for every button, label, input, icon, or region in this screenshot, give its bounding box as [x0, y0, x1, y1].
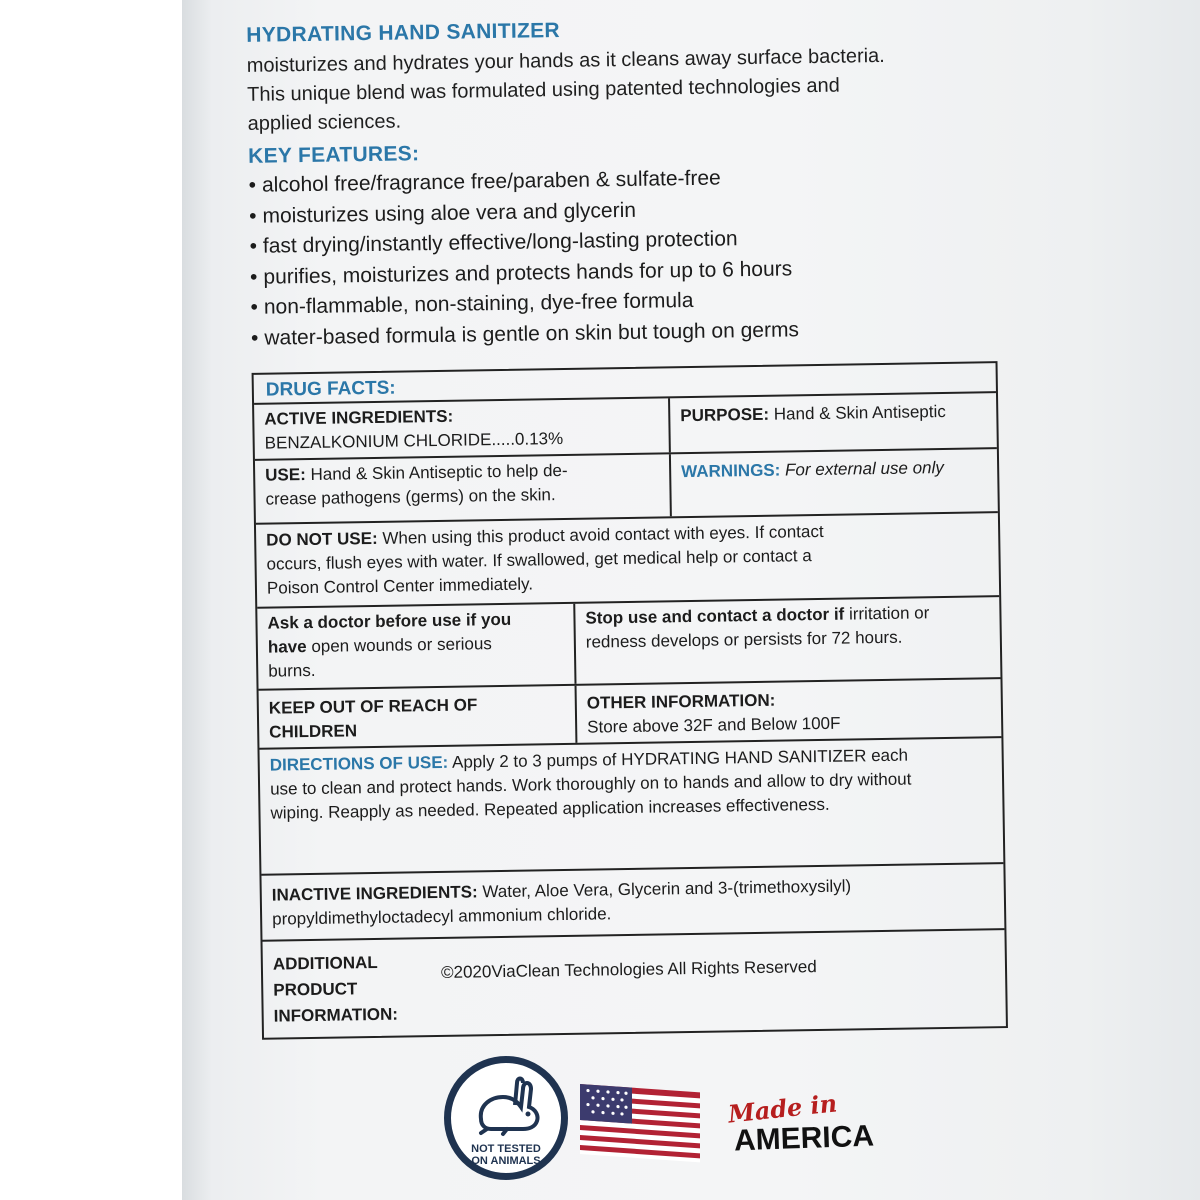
feature-item: • purifies, moisturizes and protects hands for up to 6 hours: [250, 251, 1004, 293]
ask-doctor-label: Ask a doctor before use if you: [267, 609, 512, 633]
do-not-use-line: Poison Control Center immediately.: [266, 574, 534, 598]
other-info-value: Store above 32F and Below 100F: [587, 713, 841, 737]
drug-facts-table: [252, 361, 1008, 1040]
use-value-line: crease pathogens (germs) on the skin.: [265, 485, 556, 509]
warnings-cell: [669, 449, 998, 516]
product-title: HYDRATING HAND SANITIZER: [246, 18, 561, 47]
purpose-cell: [668, 393, 997, 452]
inactive-label: INACTIVE INGREDIENTS:: [271, 882, 478, 905]
additional-label: PRODUCT: [273, 979, 358, 1000]
feature-item: • moisturizes using aloe vera and glycerin: [249, 190, 1003, 232]
keep-out-row: [259, 677, 1002, 748]
made-in-text: Made in: [726, 1088, 839, 1129]
directions-line: wiping. Reapply as needed. Repeated application increases effectiveness.: [270, 794, 830, 823]
product-description: [247, 40, 1002, 139]
feature-item: • fast drying/instantly effective/long-lasting protection: [249, 220, 1003, 262]
feature-item: • non-flammable, non-staining, dye-free formula: [250, 281, 1004, 323]
keep-out-text: CHILDREN: [269, 721, 358, 742]
inactive-line: Water, Aloe Vera, Glycerin and 3-(trimethoxysilyl): [482, 876, 852, 902]
warnings-value: For external use only: [784, 458, 944, 480]
active-ingredients-value: BENZALKONIUM CHLORIDE.....0.13%: [264, 428, 564, 453]
directions-cell: [259, 738, 1003, 874]
ask-doctor-label: have: [267, 637, 307, 657]
directions-line: use to clean and protect hands. Work thoroughly on to hands and allow to dry without: [269, 769, 912, 799]
purpose-label: PURPOSE:: [680, 404, 770, 426]
drug-facts-title: DRUG FACTS:: [265, 377, 396, 401]
do-not-use-line: occurs, flush eyes with water. If swallowed, get medical help or contact a: [266, 546, 812, 574]
copyright-text: ©2020ViaClean Technologies All Rights Reserved: [440, 957, 817, 982]
copyright-cell: [440, 930, 1005, 1035]
do-not-use-label: DO NOT USE:: [266, 528, 378, 550]
not-tested-line: ON ANIMALS: [471, 1155, 541, 1167]
use-warnings-row: [255, 447, 998, 523]
directions-row: [259, 736, 1003, 874]
background-edge: [0, 0, 182, 1200]
warnings-label: WARNINGS:: [681, 460, 781, 482]
other-info-label: OTHER INFORMATION:: [586, 690, 776, 713]
additional-row: [262, 928, 1005, 1038]
description-line: moisturizes and hydrates your hands as it cleans away surface bacteria.: [246, 44, 885, 77]
keep-out-cell: [259, 686, 576, 747]
inactive-row: [261, 862, 1004, 940]
directions-label: DIRECTIONS OF USE:: [269, 752, 449, 775]
additional-label: ADDITIONAL: [272, 952, 378, 974]
product-label: [240, 6, 1005, 1026]
do-not-use-line: When using this product avoid contact with eyes. If contact: [382, 521, 824, 548]
inactive-cell: [261, 864, 1004, 940]
doctor-row: [257, 595, 1000, 689]
keep-out-text: KEEP OUT OF REACH OF: [268, 695, 478, 718]
not-tested-line: NOT TESTED: [471, 1143, 541, 1155]
use-cell: [255, 454, 670, 522]
ask-doctor-value: open wounds or serious: [311, 634, 493, 656]
purpose-value: Hand & Skin Antiseptic: [773, 401, 946, 424]
do-not-use-row: [256, 511, 999, 607]
key-features-list: [248, 159, 1005, 354]
inactive-line: propyldimethyloctadecyl ammonium chloride.: [272, 904, 612, 929]
do-not-use-cell: [256, 513, 999, 607]
ask-doctor-cell: [257, 604, 574, 689]
active-ingredients-cell: [254, 398, 669, 458]
use-value-line: Hand & Skin Antiseptic to help de-: [310, 460, 568, 484]
key-features-title: KEY FEATURES:: [247, 142, 420, 168]
stop-use-cell: [573, 597, 1000, 684]
active-purpose-row: [254, 391, 997, 459]
ask-doctor-value: burns.: [268, 660, 316, 681]
stop-use-value: redness develops or persists for 72 hours.: [585, 627, 903, 652]
use-label: USE:: [265, 465, 306, 485]
additional-label: INFORMATION:: [273, 1004, 399, 1026]
other-info-cell: [575, 679, 1002, 743]
stop-use-label: Stop use and contact a doctor if: [585, 604, 845, 628]
directions-line: Apply 2 to 3 pumps of HYDRATING HAND SANITIZER each: [451, 745, 909, 772]
description-line: This unique blend was formulated using patented technologies and: [247, 74, 840, 106]
stop-use-value: irritation or: [848, 603, 930, 624]
additional-label-cell: [263, 939, 442, 1038]
active-ingredients-label: ACTIVE INGREDIENTS:: [264, 406, 454, 429]
feature-item: • alcohol free/fragrance free/paraben & sulfate-free: [248, 159, 1002, 201]
description-line: applied sciences.: [247, 110, 402, 135]
feature-item: • water-based formula is gentle on skin but tough on germs: [251, 312, 1005, 354]
america-text: AMERICA: [733, 1119, 875, 1158]
